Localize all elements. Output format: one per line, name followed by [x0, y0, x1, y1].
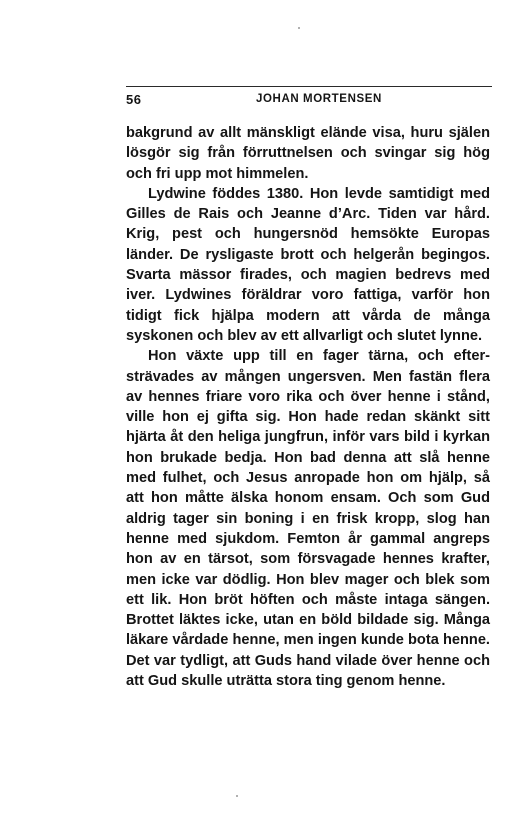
- paragraph-lydwine-youth: Hon växte upp till en fager tärna, och eftersträvades av mången ungersven. Men fastän flera av hennes friare voro rika och över henne i stånd, ville hon ej gifta sig. Hon hade redan skänkt sitt hjärta åt den heliga jungfrun, inför vars bild i kyrkan hon brukade bedja. Hon bad denna att slå henne med fulhet, och Jesus anropade hon om hjälp, så att hon måtte älska honom ensam. Och som Gud aldrig tager sin boning i en frisk kropp, slog han henne med sjukdom. Femton år gammal angreps hon av en tärsot, som försvagade hennes krafter, men icke var dödlig. Hon blev mager och blek som ett lik. Hon bröt höften och måste intaga sängen. Brottet läktes icke, utan en böld bildade sig. Många läkare vårdade henne, men ingen kunde bota henne. Det var tydligt, att Guds hand vilade över henne och att Gud skulle uträtta stora ting genom henne.: [126, 348, 490, 690]
- running-title: JOHAN MORTENSEN: [256, 93, 382, 105]
- paragraph-continuation: bakgrund av allt mänskligt elände visa, huru själen lösgör sig från förruttnelsen och svingar sig hög och fri upp mot himmelen.: [126, 125, 490, 182]
- paragraph-lydwine-birth: Lydwine föddes 1380. Hon levde samtidigt med Gilles de Rais och Jeanne d’Arc. Tiden var hård. Krig, pest och hungersnöd hemsökte Europas länder. De rysligaste brott och helgerån begingos. Svarta mässor firades, och magien bedrevs med iver. Lydwines föräldrar voro fattiga, varför hon tidigt fick hjälpa modern att vårda de många syskonen och blev av ett allvarligt och slutet lynne.: [126, 185, 490, 344]
- page-number: 56: [126, 92, 142, 107]
- print-speck: [298, 27, 300, 29]
- print-speck: [236, 795, 238, 797]
- page-header: [126, 86, 492, 111]
- body-text: [126, 123, 490, 691]
